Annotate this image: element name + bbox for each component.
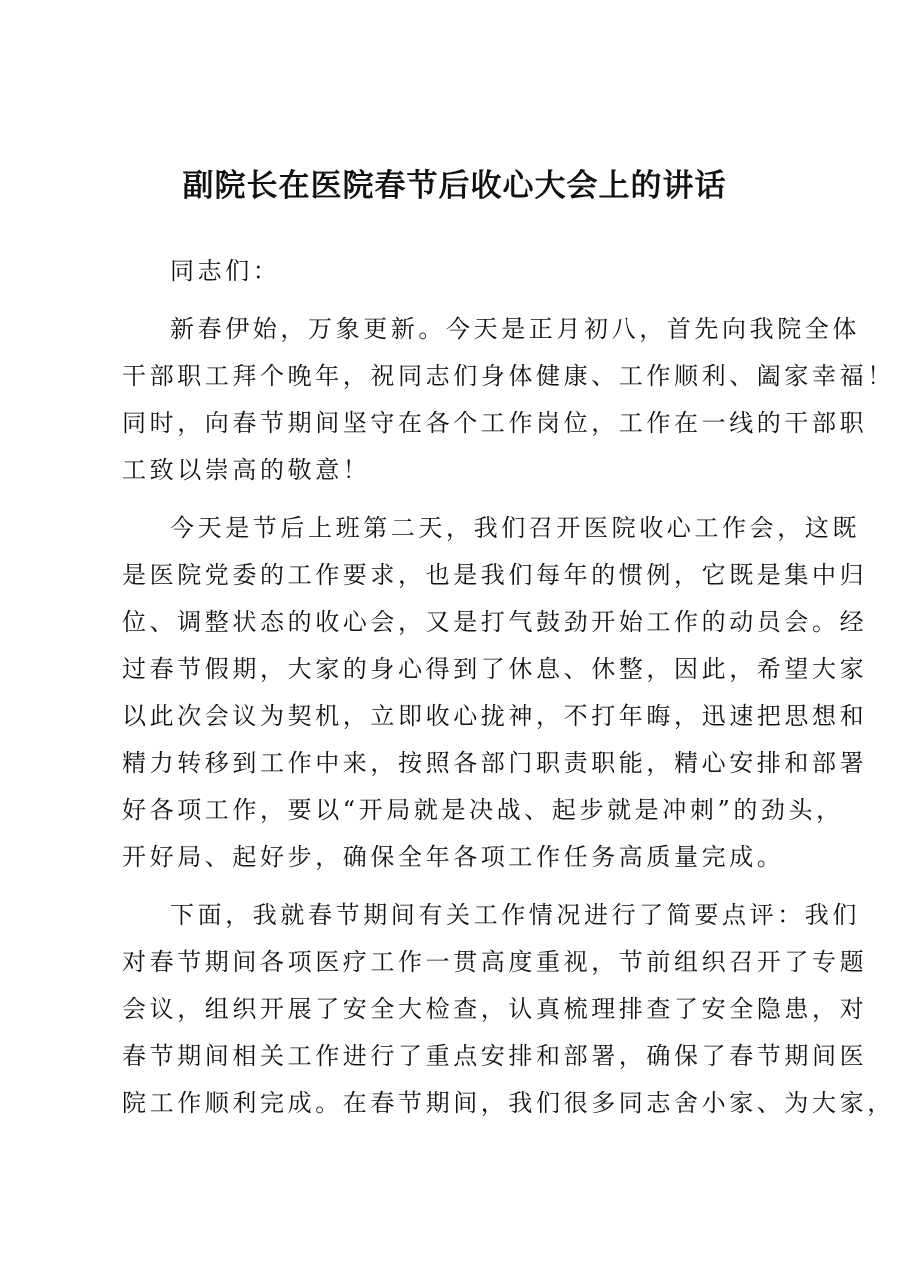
text-line: 院工作顺利完成。在春节期间，我们很多同志舍小家、为大家，	[122, 1089, 895, 1117]
paragraph-1	[122, 306, 895, 494]
paragraph-gap	[122, 494, 810, 505]
salutation: 同志们：	[170, 257, 281, 285]
text-line: 春节期间相关工作进行了重点安排和部署，确保了春节期间医	[122, 1042, 868, 1070]
paragraph-gap	[122, 881, 810, 892]
text-line: 新春伊始，万象更新。今天是正月初八，首先向我院全体	[170, 315, 860, 343]
text-line: 过春节假期，大家的身心得到了休息、休整，因此，希望大家	[122, 655, 868, 683]
text-line: 精力转移到工作中来，按照各部门职责职能，精心安排和部署	[122, 749, 868, 777]
text-line: 同时，向春节期间坚守在各个工作岗位，工作在一线的干部职	[122, 409, 868, 437]
text-line: 以此次会议为契机，立即收心拢神，不打年晦，迅速把思想和	[122, 702, 868, 730]
document-title: 副院长在医院春节后收心大会上的讲话	[182, 168, 727, 204]
text-line: 位、调整状态的收心会，又是打气鼓劲开始工作的动员会。经	[122, 608, 868, 636]
text-line: 今天是节后上班第二天，我们召开医院收心工作会，这既	[170, 514, 860, 542]
text-line: 好各项工作，要以“开局就是决战、起步就是冲刺”的劲头，	[122, 796, 844, 824]
text-line: 是医院党委的工作要求，也是我们每年的惯例，它既是集中归	[122, 561, 868, 589]
text-line: 下面，我就春节期间有关工作情况进行了简要点评：我们	[170, 901, 860, 929]
document-body	[122, 248, 895, 1127]
text-line: 干部职工拜个晚年，祝同志们身体健康、工作顺利、阖家幸福！	[122, 362, 895, 390]
text-line: 会议，组织开展了安全大检查，认真梳理排查了安全隐患，对	[122, 995, 868, 1023]
paragraph-2	[122, 505, 868, 881]
text-line: 开好局、起好步，确保全年各项工作任务高质量完成。	[122, 843, 785, 871]
paragraph-gap	[122, 295, 810, 306]
paragraph-3	[122, 892, 895, 1127]
text-line: 工致以崇高的敬意！	[122, 456, 371, 484]
text-line: 对春节期间各项医疗工作一贯高度重视，节前组织召开了专题	[122, 948, 868, 976]
